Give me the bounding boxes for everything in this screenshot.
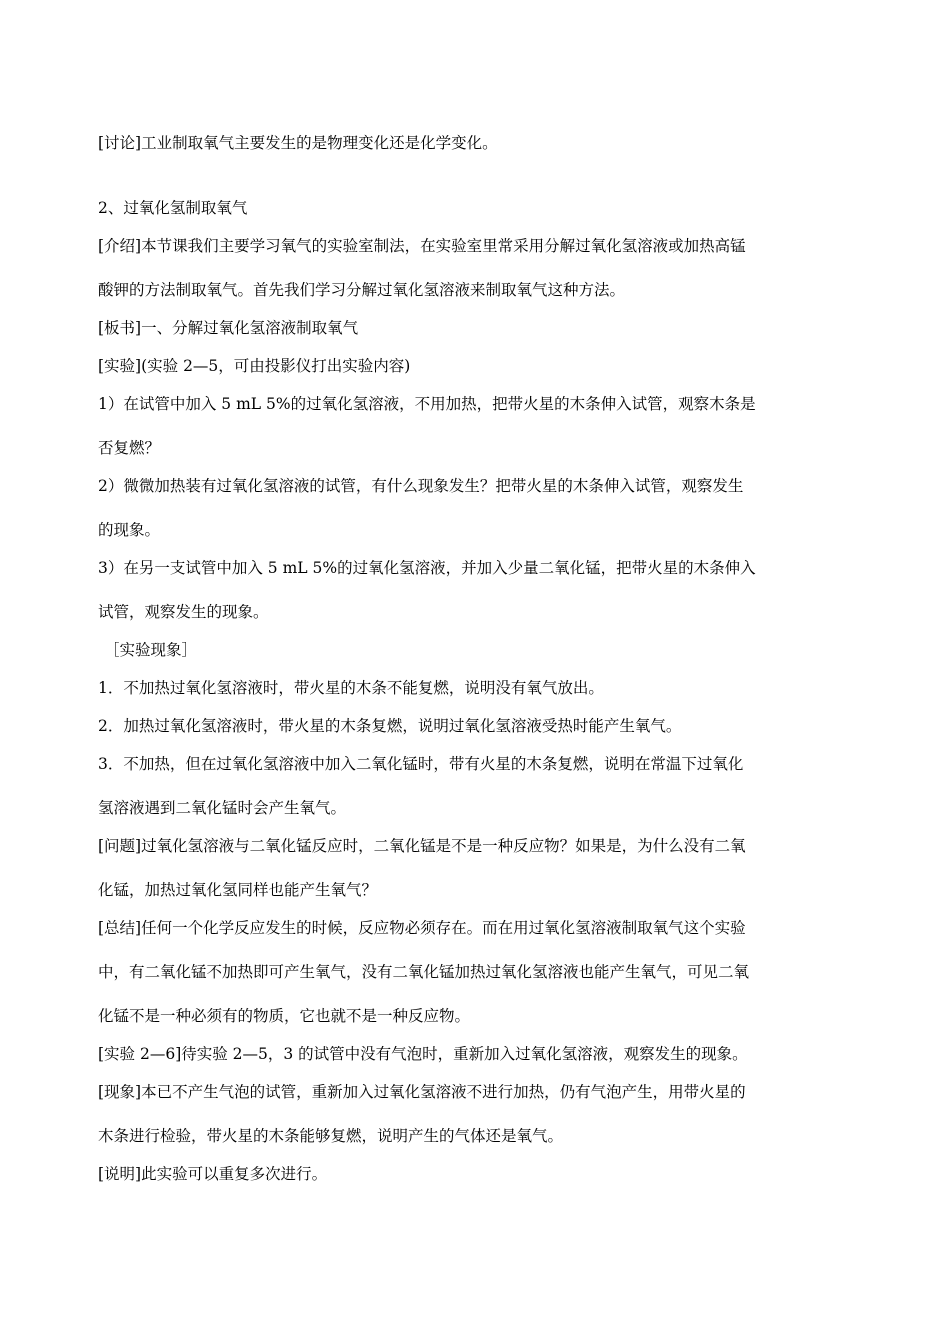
summary-line-1: [总结]任何一个化学反应发生的时候，反应物必须存在。而在用过氧化氢溶液制取氧气这个实验 [98,919,746,937]
step-1-line-1: 1）在试管中加入 5 mL 5%的过氧化氢溶液，不用加热，把带火星的木条伸入试管，观察木条是 [98,395,756,413]
phenomenon-3-line-1: 3．不加热，但在过氧化氢溶液中加入二氧化锰时，带有火星的木条复燃，说明在常温下过氧化 [98,755,744,773]
introduction-line-2: 酸钾的方法制取氧气。首先我们学习分解过氧化氢溶液来制取氧气这种方法。 [98,281,626,299]
step-2-line-1: 2）微微加热装有过氧化氢溶液的试管，有什么现象发生？把带火星的木条伸入试管，观察发生 [98,477,744,495]
note-line: [说明]此实验可以重复多次进行。 [98,1165,328,1183]
summary-line-2: 中，有二氧化锰不加热即可产生氧气，没有二氧化锰加热过氧化氢溶液也能产生氧气，可见二氧 [98,963,750,981]
step-2-line-2: 的现象。 [98,521,161,539]
discussion-line: [讨论]工业制取氧气主要发生的是物理变化还是化学变化。 [98,134,498,152]
board-note-line: [板书]一、分解过氧化氢溶液制取氧气 [98,319,359,337]
phenomenon-3-line-2: 氢溶液遇到二氧化锰时会产生氧气。 [98,799,347,817]
question-line-2: 化锰，加热过氧化氢同样也能产生氧气？ [98,881,378,899]
phenomena-heading: ［实验现象］ [104,641,198,659]
step-1-line-2: 否复燃？ [98,439,161,457]
observation-line-2: 木条进行检验，带火星的木条能够复燃，说明产生的气体还是氧气。 [98,1127,564,1145]
section-heading: 2、过氧化氢制取氧气 [98,199,248,217]
question-line-1: [问题]过氧化氢溶液与二氧化锰反应时，二氧化锰是不是一种反应物？如果是，为什么没有二氧 [98,837,746,855]
experiment-line: [实验](实验 2—5，可由投影仪打出实验内容) [98,357,411,375]
phenomenon-2-line: 2．加热过氧化氢溶液时，带火星的木条复燃，说明过氧化氢溶液受热时能产生氧气。 [98,717,682,735]
introduction-line-1: [介绍]本节课我们主要学习氧气的实验室制法，在实验室里常采用分解过氧化氢溶液或加热高锰 [98,237,746,255]
phenomenon-1-line: 1．不加热过氧化氢溶液时，带火星的木条不能复燃，说明没有氧气放出。 [98,679,604,697]
observation-line-1: [现象]本已不产生气泡的试管，重新加入过氧化氢溶液不进行加热，仍有气泡产生，用带火星的 [98,1083,746,1101]
step-3-line-2: 试管，观察发生的现象。 [98,603,269,621]
experiment-2-6-line: [实验 2—6]待实验 2—5，3 的试管中没有气泡时，重新加入过氧化氢溶液，观察发生的现象。 [98,1045,748,1063]
step-3-line-1: 3）在另一支试管中加入 5 mL 5%的过氧化氢溶液，并加入少量二氧化锰，把带火星的木条伸入 [98,559,756,577]
summary-line-3: 化锰不是一种必须有的物质，它也就不是一种反应物。 [98,1007,471,1025]
